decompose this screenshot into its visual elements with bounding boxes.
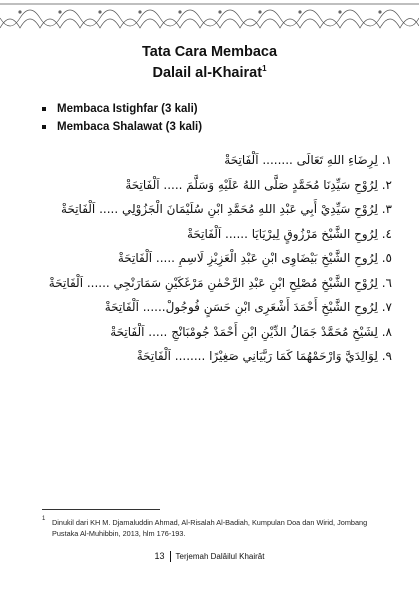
arabic-line: ١. لِرِضَاءِ اللهِ تَعَالَى ........ اَلْفَاتِحَةْ xyxy=(224,153,392,167)
arabic-line: ٢. لِرُوْحِ سَيِّدِنَا مُحَمَّدٍ صَلَّى اللهُ عَلَيْهِ وَسَلَّمَ ..... اَلْفَاتِحَةْ xyxy=(125,177,392,192)
arabic-line: ٣. لِرُوْحِ سَيِّدِيْ أَبِي عَبْدِ اللهِ مُحَمَّدِ ابْنِ سُلَيْمَانَ الْجَزُوْلِي ..... اَلْفَاتِحَةْ xyxy=(61,202,392,216)
arabic-prayer-list xyxy=(30,148,392,369)
arabic-line: ٦. لِرُوْحِ الشَّيْخِ مُصْلِحِ ابْنِ عَبْدِ الرَّحْمٰنِ مَرْغَكَيْنِ سَمَارَنْجِي ...... اَلْفَاتِحَةْ xyxy=(48,275,392,290)
footnote xyxy=(42,517,382,539)
page-number: 13 xyxy=(154,551,165,561)
page-title-text: Dalail al-Khairat xyxy=(152,64,263,81)
arabic-line: ٩. لِوَالِدَيَّ وَارْحَمْهُمَا كَمَا رَبَّيَانِي صَغِيْرًا ........ اَلْفَاتِحَةْ xyxy=(136,349,392,363)
title-footnote-marker[interactable]: 1 xyxy=(262,64,267,73)
bullet-text: Membaca Shalawat (3 kali) xyxy=(57,121,203,133)
bullet-text: Membaca Istighfar (3 kali) xyxy=(57,103,198,115)
arabic-line: ٥. لِرُوحِ الشَّيْخِ بَيْضَاوِى ابْنِ عَبْدِ الْعَزِيْزِ لَاسِمِ ..... اَلْفَاتِحَةْ xyxy=(117,251,392,265)
bullet-item xyxy=(42,118,202,136)
page-title-line-1: Tata Cara Membaca xyxy=(141,44,278,60)
arabic-line: ٤. لِرُوحِ الشَّيْخ مَرْزُوقٍ لِيرْيَايَا ...... اَلْفَاتِحَةْ xyxy=(187,226,392,241)
arabic-line: ٨. لِشَيْخِ مُحَمَّدْ جَمَالُ الدِّيْنِ ابْنِ أَحْمَدْ جُومْبَانْجِ ..... اَلْفَاتِحَةْ xyxy=(110,324,392,339)
footnote-number: 1 xyxy=(42,516,46,522)
running-book-title: Terjemah Dalâilul Khairât xyxy=(175,551,265,561)
bullet-square-icon xyxy=(42,107,46,111)
arabic-line: ٧. لِرُوحِ الشَّيْخِ أَحْمَدَ أَشْعَرِى ابْنِ حَسَنٍ فُوجُولْ...... اَلْفَاتِحَةْ xyxy=(104,300,392,314)
footer-divider xyxy=(170,551,171,562)
bullet-item xyxy=(42,100,202,118)
page-footer xyxy=(0,549,419,563)
page-title-line-2 xyxy=(0,64,419,81)
bullet-square-icon xyxy=(42,125,46,129)
footnote-text: Dinukil dari KH M. Djamaluddin Ahmad, Al-Risalah Al-Badiah, Kumpulan Doa dan Wirid, Jombang Pustaka Al-Muhibbin, 2013, hlm 176-193. xyxy=(52,518,368,538)
bullet-list xyxy=(42,100,202,136)
decorative-border-ornament xyxy=(0,0,419,34)
footnote-separator xyxy=(42,509,160,510)
